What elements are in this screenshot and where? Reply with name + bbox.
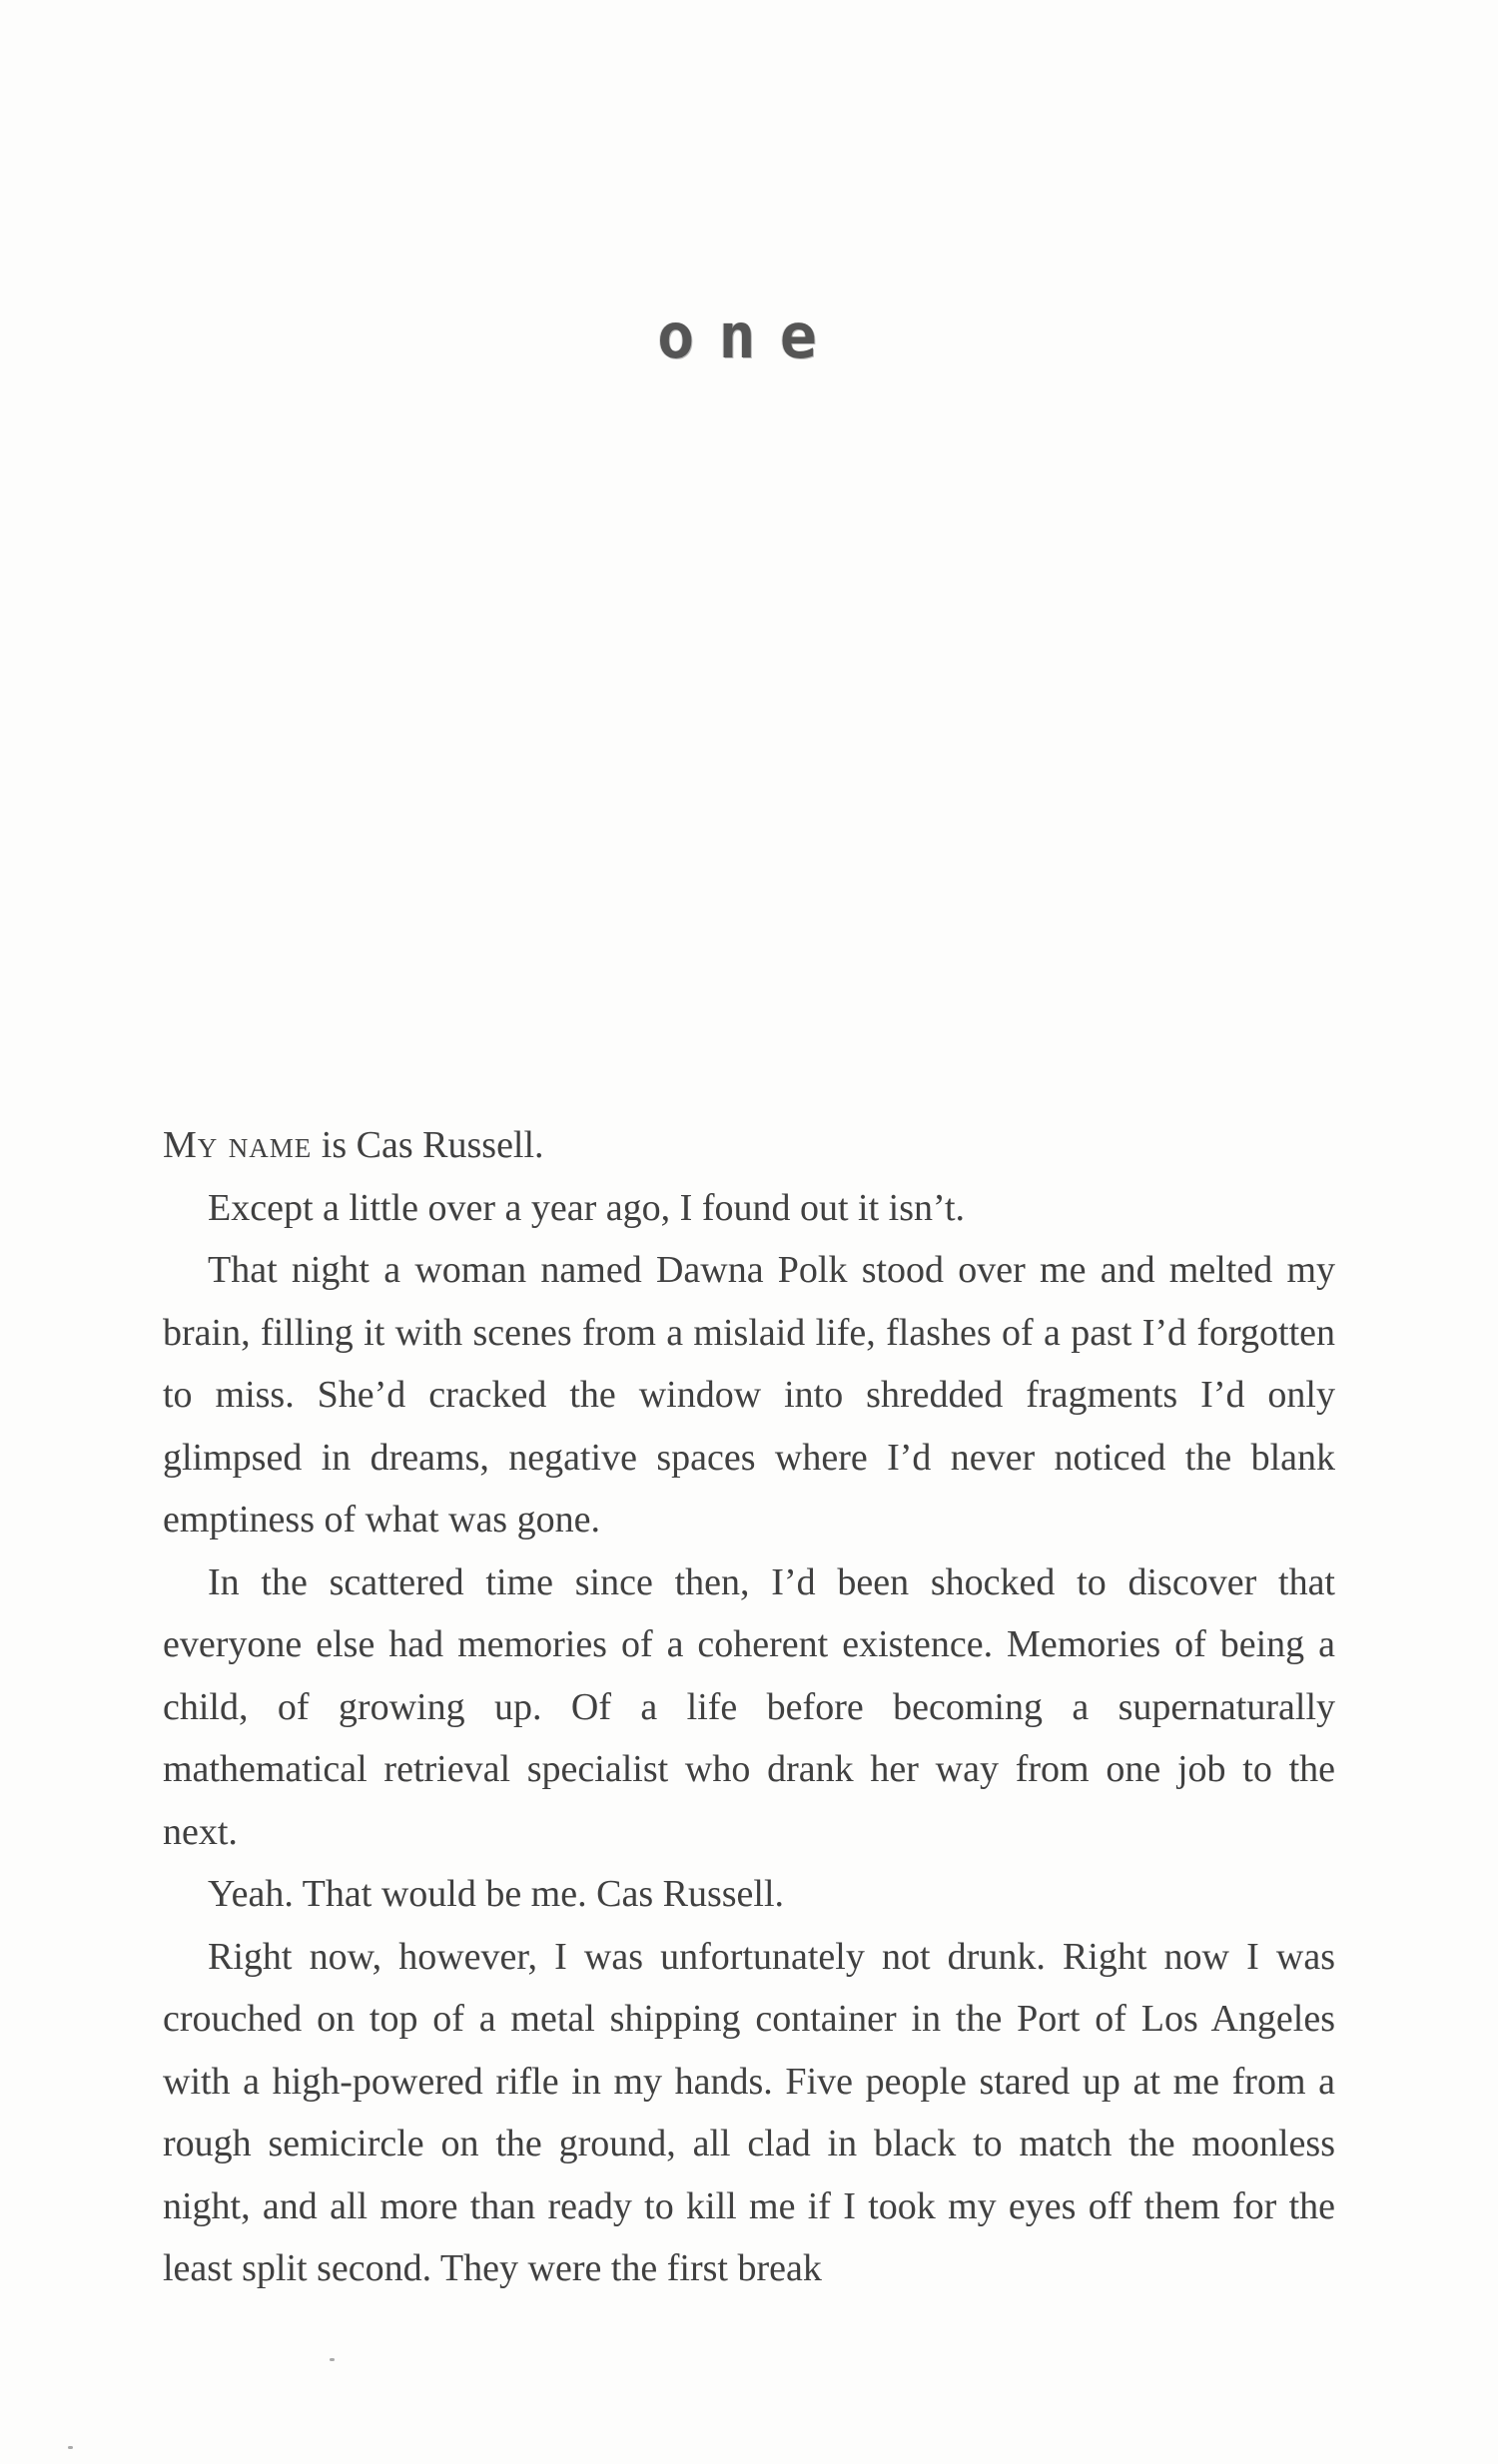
scan-speck <box>330 2358 335 2361</box>
chapter-body <box>163 1114 1335 2300</box>
scan-speck <box>68 2446 73 2449</box>
opening-smallcaps: My name <box>163 1124 313 1166</box>
paragraph: That night a woman named Dawna Polk stood over me and melted my brain, filling it with scenes from a mislaid life, flashes of a past I’d forgotten to miss. She’d cracked the window into shredded fragments I’d only glimpsed in dreams, negative spaces where I’d never noticed the blank emptiness of what was gone. <box>163 1249 1335 1540</box>
paragraph: Except a little over a year ago, I found out it isn’t. <box>208 1186 966 1229</box>
chapter-title: one <box>657 300 841 372</box>
paragraph: Right now, however, I was unfortunately not drunk. Right now I was crouched on top of a metal shipping container in the Port of Los Angeles with a high-powered rifle in my hands. Five people stared up at me from a rough semicircle on the ground, all clad in black to match the moonless night, and all more than ready to kill me if I took my eyes off them for the least split second. They were the first break <box>163 1935 1335 2289</box>
paragraph: Yeah. That would be me. Cas Russell. <box>208 1873 785 1915</box>
opening-paragraph <box>163 1114 1335 1177</box>
opening-rest: is Cas Russell. <box>312 1124 544 1166</box>
paragraph: In the scattered time since then, I’d been shocked to discover that everyone else had memories of a coherent existence. Memories of being a child, of growing up. Of a life before becoming a supernaturally mathematical retrieval specialist who drank her way from one job to the next. <box>163 1560 1335 1853</box>
